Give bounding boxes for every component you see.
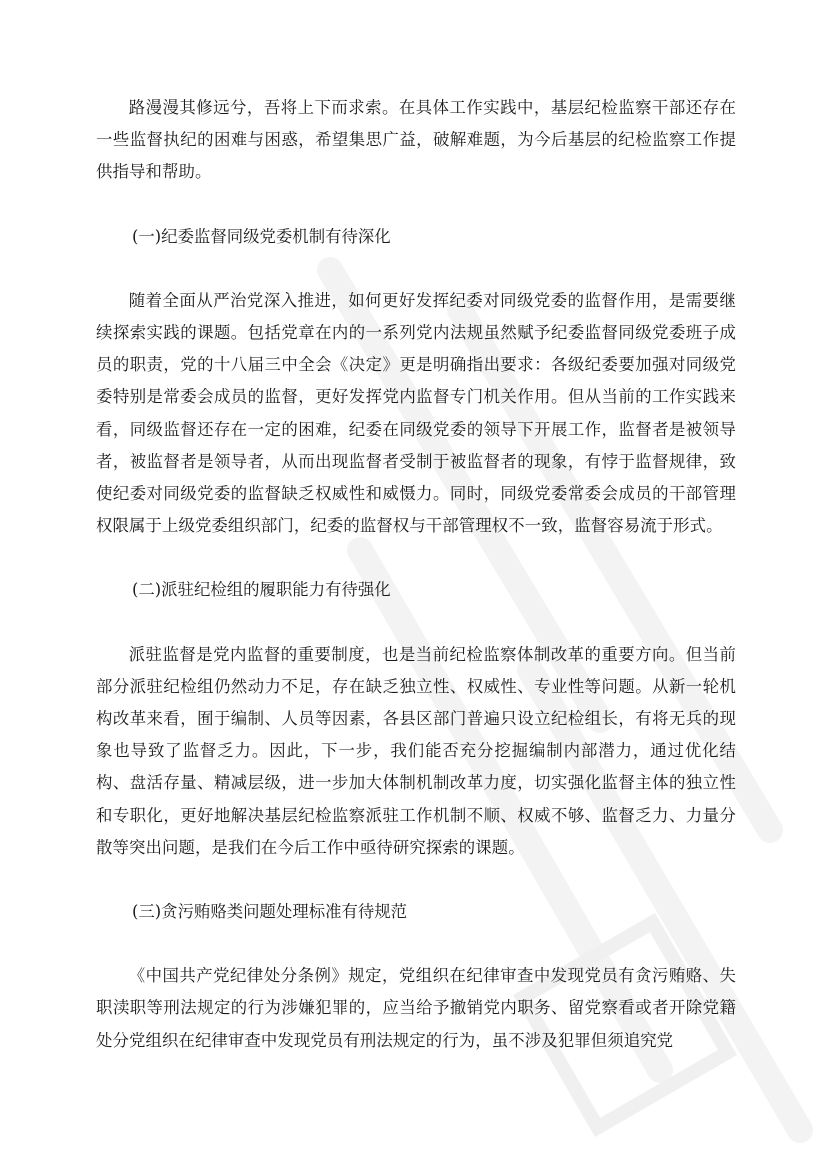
section-heading-2: (二)派驻纪检组的履职能力有待强化 — [132, 580, 391, 600]
document-body — [96, 92, 736, 1057]
section-heading-1: (一)纪委监督同级党委机制有待深化 — [132, 226, 391, 246]
section-heading-3: (三)贪污贿赂类问题处理标准有待规范 — [132, 902, 408, 922]
paragraph-intro: 路漫漫其修远兮，吾将上下而求索。在具体工作实践中，基层纪检监察干部还存在一些监督执纪的困难与困惑，希望集思广益，破解难题，为今后基层的纪检监察工作提供指导和帮助。 — [96, 98, 736, 182]
paragraph-section-1: 随着全面从严治党深入推进，如何更好发挥纪委对同级党委的监督作用，是需要继续探索实践的课题。包括党章在内的一系列党内法规虽然赋予纪委监督同级党委班子成员的职责，党的十八届三中全会《决定》更是明确指出要求：各级纪委要加强对同级党委特别是常委会成员的监督，更好发挥党内监督专门机关作用。但从当前的工作实践来看，同级监督还存在一定的困难，纪委在同级党委的领导下开展工作，监督者是被领导者，被监督者是领导者，从而出现监督者受制于被监督者的现象，有悖于监督规律，致使纪委对同级党委的监督缺乏权威性和威慑力。同时，同级党委常委会成员的干部管理权限属于上级党委组织部门，纪委的监督权与干部管理权不一致，监督容易流于形式。 — [96, 290, 736, 536]
paragraph-section-2: 派驻监督是党内监督的重要制度，也是当前纪检监察体制改革的重要方向。但当前部分派驻纪检组仍然动力不足，存在缺乏独立性、权威性、专业性等问题。从新一轮机构改革来看，囿于编制、人员等因素，各县区部门普遍只设立纪检组长，有将无兵的现象也导致了监督乏力。因此，下一步，我们能否充分挖掘编制内部潜力，通过优化结构、盘活存量、精减层级，进一步加大体制机制改革力度，切实强化监督主体的独立性和专职化，更好地解决基层纪检监察派驻工作机制不顺、权威不够、监督乏力、力量分散等突出问题，是我们在今后工作中亟待研究探索的课题。 — [96, 644, 736, 857]
paragraph-section-3: 《中国共产党纪律处分条例》规定，党组织在纪律审查中发现党员有贪污贿赂、失职渎职等刑法规定的行为涉嫌犯罪的，应当给予撤销党内职务、留党察看或者开除党籍处分党组织在纪律审查中发现党员有刑法规定的行为，虽不涉及犯罪但须追究党 — [96, 966, 736, 1050]
